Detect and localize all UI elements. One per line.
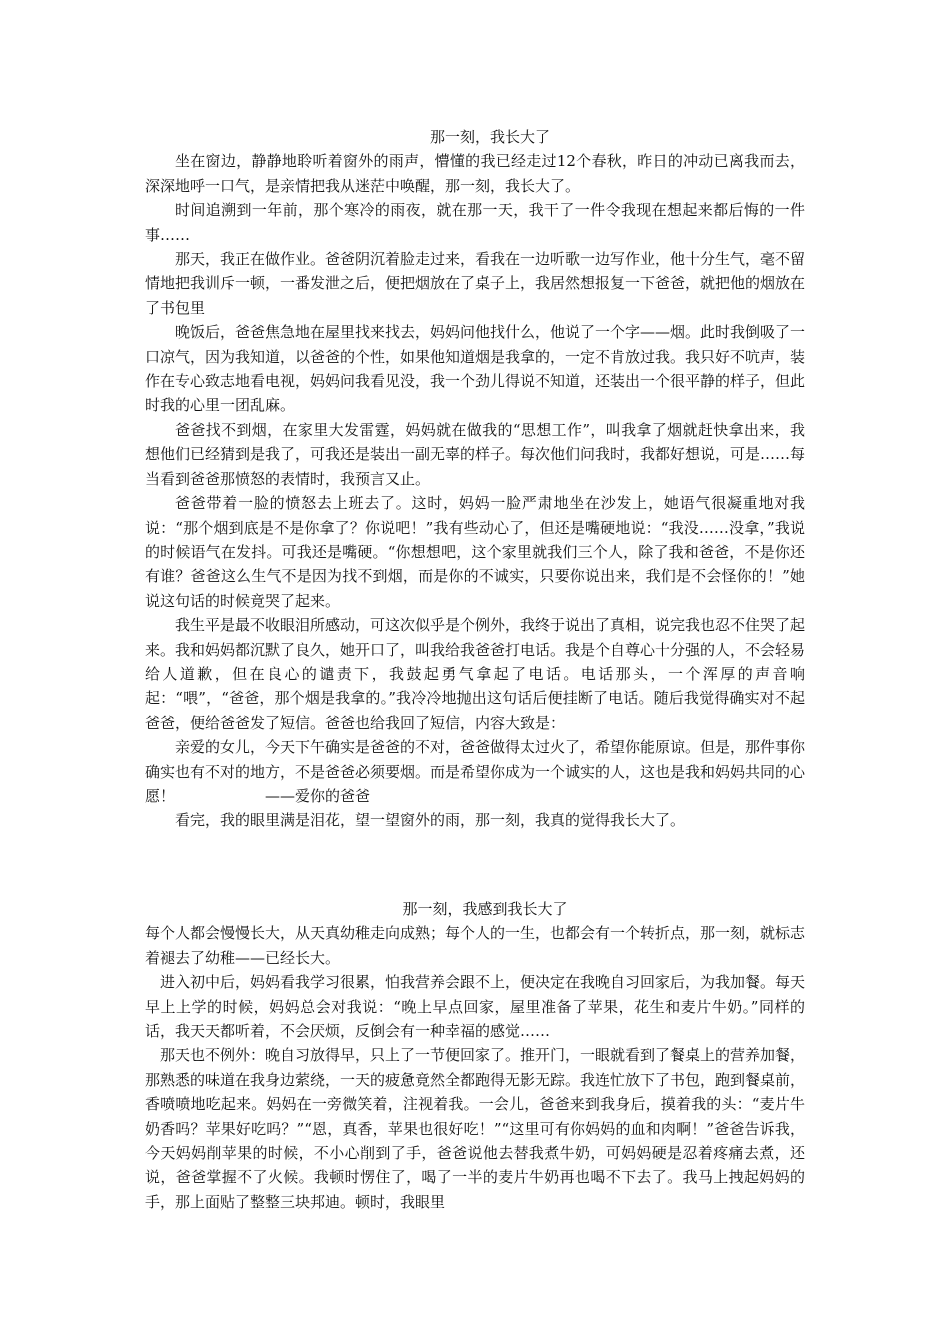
essay-one-paragraph: 我生平是最不收眼泪所感动，可这次似乎是个例外，我终于说出了真相，说完我也忍不住哭了起来。我和妈妈都沉默了良久，她开口了，叫我给我爸爸打电话。我是个自尊心十分强的人，不会轻易给人道歉，但在良心的谴责下，我鼓起勇气拿起了电话。电话那头，一个浑厚的声音响起：“喂”，“爸爸，那个烟是我拿的。”我冷冷地抛出这句话后便挂断了电话。随后我觉得确实对不起爸爸，便给爸爸发了短信。爸爸也给我回了短信，内容大致是：: [145, 616, 806, 732]
essay-two-paragraph: 那天也不例外：晚自习放得早，只上了一节便回家了。推开门，一眼就看到了餐桌上的营养加餐，那熟悉的味道在我身边萦绕，一天的疲惫竟然全都跑得无影无踪。我连忙放下了书包，跑到餐桌前，香喷喷地吃起来。妈妈在一旁微笑着，注视着我。一会儿，爸爸来到我身后，摸着我的头：“麦片牛奶香吗？苹果好吃吗？”“恩，真香，苹果也很好吃！”“这里可有你妈妈的血和肉啊！”爸爸告诉我，今天妈妈削苹果的时候，不小心削到了手，爸爸说他去替我煮牛奶，可妈妈硬是忍着疼痛去煮，还说，爸爸掌握不了火候。我顿时愣住了，喝了一半的麦片牛奶再也喝不下去了。我马上拽起妈妈的手，那上面贴了整整三块邦迪。顿时，我眼里: [145, 1046, 806, 1211]
essay-one-paragraph: 坐在窗边，静静地聆听着窗外的雨声，懵懂的我已经走过12个春秋，昨日的冲动已离我而去，深深地呼一口气，是亲情把我从迷茫中唤醒，那一刻，我长大了。: [145, 152, 805, 195]
essay-one: [145, 125, 805, 833]
essay-one-paragraph: 晚饭后，爸爸焦急地在屋里找来找去，妈妈问他找什么，他说了一个字——烟。此时我倒吸了一口凉气，因为我知道，以爸爸的个性，如果他知道烟是我拿的，一定不肯放过我。我只好不吭声，装作在专心致志地看电视，妈妈问我看见没，我一个劲儿得说不知道，还装出一个很平静的样子，但此时我的心里一团乱麻。: [145, 323, 806, 415]
essay-one-title: 那一刻，我长大了: [429, 128, 550, 146]
father-letter-text: 亲爱的女儿，今天下午确实是爸爸的不对，爸爸做得太过火了，希望你能原谅。但是，那件事你确实也有不对的地方，不是爸爸必须要烟。而是希望你成为一个诚实的人，这也是我和妈妈共同的心愿！: [145, 738, 806, 805]
essay-two: [145, 897, 805, 1214]
essay-two-intro: 每个人都会慢慢长大，从天真幼稚走向成熟；每个人的一生，也都会有一个转折点，那一刻，就标志着褪去了幼稚——已经长大。: [145, 924, 806, 967]
essay-one-closing: 看完，我的眼里满是泪花，望一望窗外的雨，那一刻，我真的觉得我长大了。: [175, 811, 686, 830]
father-letter: [145, 735, 805, 808]
father-letter-signature: ——爱你的爸爸: [265, 786, 371, 805]
essay-one-paragraph: 时间追溯到一年前，那个寒冷的雨夜，就在那一天，我干了一件令我现在想起来都后悔的一件事……: [145, 201, 805, 244]
essay-two-paragraph: 进入初中后，妈妈看我学习很累，怕我营养会跟不上，便决定在我晚自习回家后，为我加餐。每天早上上学的时候，妈妈总会对我说：“晚上早点回家，屋里准备了苹果，花生和麦片牛奶。”同样的话，我天天都听着，不会厌烦，反倒会有一种幸福的感觉……: [145, 973, 806, 1041]
essay-two-title: 那一刻，我感到我长大了: [402, 900, 568, 918]
essay-one-paragraph: 爸爸找不到烟，在家里大发雷霆，妈妈就在做我的“思想工作”，叫我拿了烟就赶快拿出来，我想他们已经猜到是我了，可我还是装出一副无辜的样子。每次他们问我时，我都好想说，可是……每当看到爸爸那愤怒的表情时，我预言又止。: [145, 420, 806, 488]
essay-one-paragraph: 那天，我正在做作业。爸爸阴沉着脸走过来，看我在一边听歌一边写作业，他十分生气，毫不留情地把我训斥一顿，一番发泄之后，便把烟放在了桌子上，我居然想报复一下爸爸，就把他的烟放在了书包里: [145, 250, 806, 317]
essay-one-paragraph: 爸爸带着一脸的愤怒去上班去了。这时，妈妈一脸严肃地坐在沙发上，她语气很凝重地对我说：“那个烟到底是不是你拿了？你说吧！”我有些动心了，但还是嘴硬地说：“我没……没拿，”我说的时候语气在发抖。可我还是嘴硬。“你想想吧，这个家里就我们三个人，除了我和爸爸，不是你还有谁？爸爸这么生气不是因为找不到烟，而是你的不诚实，只要你说出来，我们是不会怪你的！”她说这句话的时候竟哭了起来。: [145, 494, 805, 610]
